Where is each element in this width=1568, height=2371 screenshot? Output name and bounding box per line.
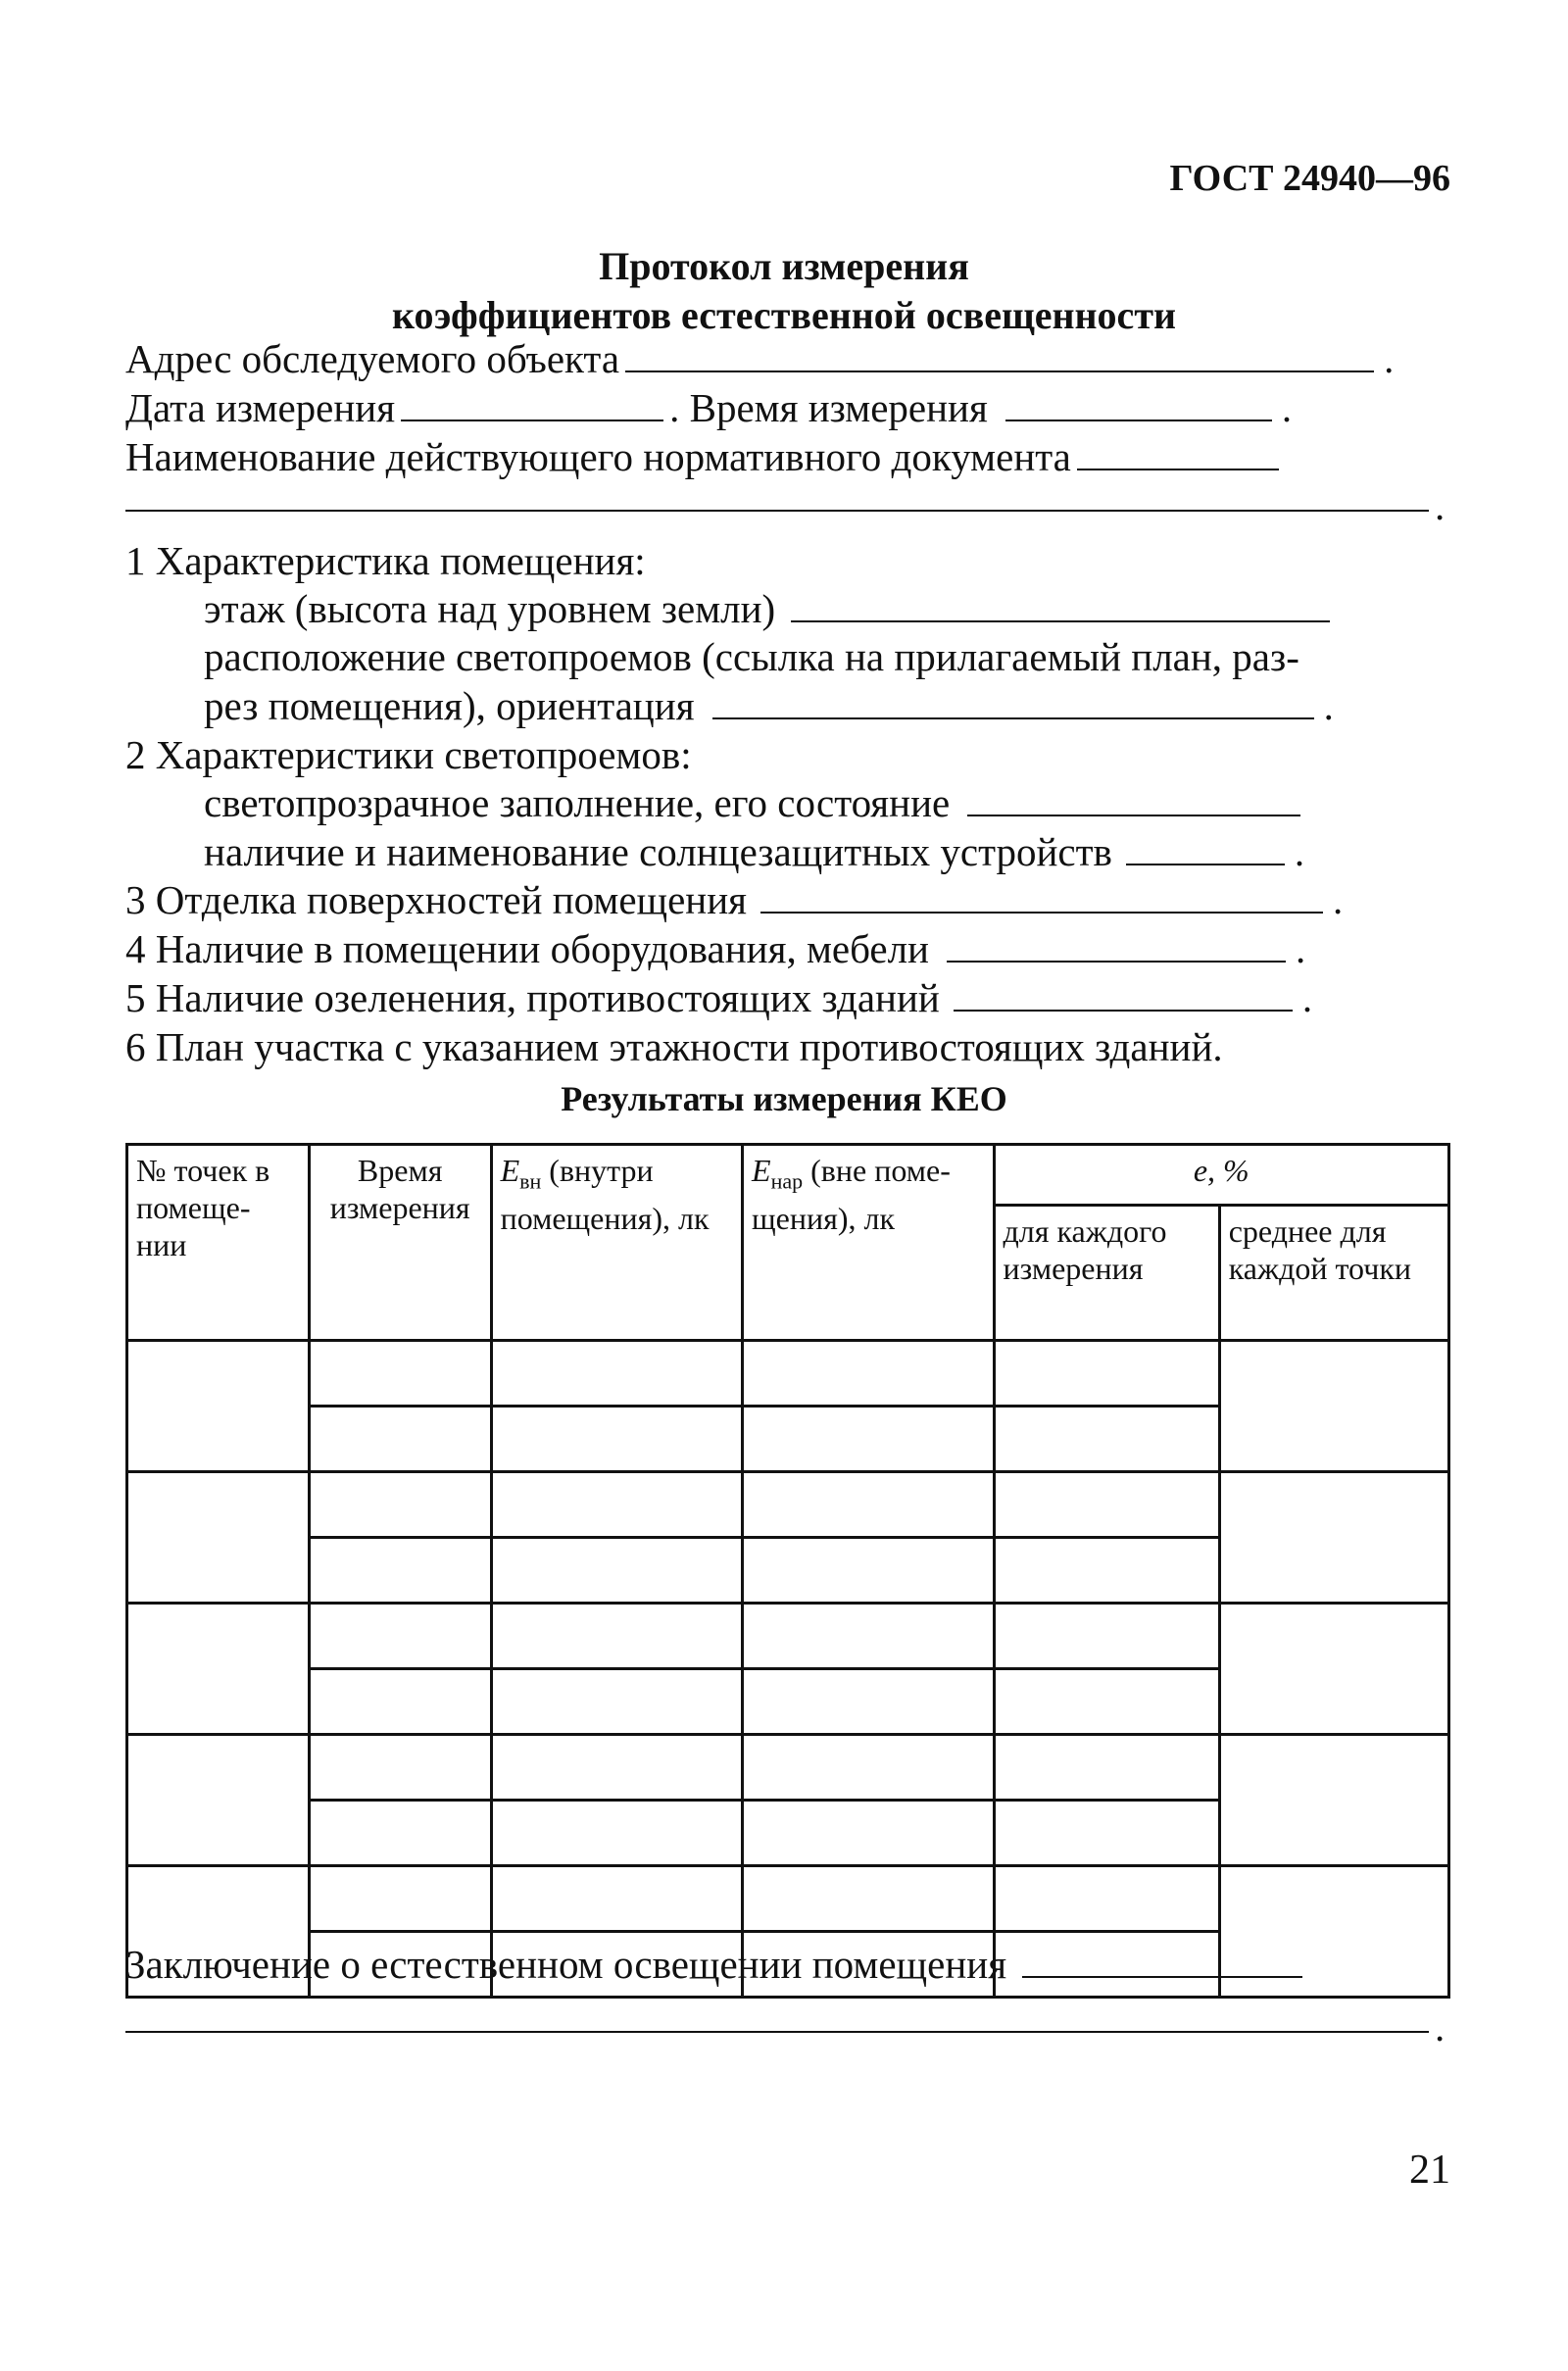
page-title-line1: Протокол измерения: [599, 244, 969, 288]
glazing-row: [204, 779, 1443, 826]
shading-row: наличие и наименование солнцезащитных устройств .: [204, 829, 1305, 874]
conclusion-field-continuation[interactable]: [125, 2031, 1429, 2033]
finish-field[interactable]: [760, 876, 1323, 914]
average-cell[interactable]: [1219, 1735, 1448, 1866]
date-field[interactable]: [401, 384, 663, 421]
conclusion-label: Заключение о естественном освещении помещения: [125, 1942, 1007, 1987]
section-4-row: 4 Наличие в помещении оборудования, мебели .: [125, 926, 1306, 971]
average-cell[interactable]: [1219, 1341, 1448, 1472]
doc-code: ГОСТ 24940—96: [1169, 158, 1450, 199]
col-header-time: Время измерения: [309, 1145, 491, 1341]
norm-doc-field-continuation[interactable]: [125, 510, 1429, 512]
time-field[interactable]: [1005, 384, 1272, 421]
equipment-field[interactable]: [947, 925, 1286, 963]
address-row: Адрес обследуемого объекта .: [125, 336, 1395, 381]
section-4-label: 4 Наличие в помещении оборудования, мебели: [125, 926, 929, 971]
page-number: 21: [1409, 2148, 1450, 2193]
average-cell[interactable]: [1219, 1604, 1448, 1735]
floor-label: этаж (высота над уровнем земли): [204, 586, 776, 631]
average-cell[interactable]: [1219, 1472, 1448, 1604]
table-row: [127, 1341, 1449, 1407]
table-row: [127, 1735, 1449, 1801]
shading-label: наличие и наименование солнцезащитных устройств: [204, 829, 1112, 874]
location-label-a: расположение светопроемов (ссылка на прилагаемый план, раз-: [204, 634, 1299, 679]
col-header-each-measurement: для каждого измерения: [994, 1206, 1219, 1341]
page-title-line2: коэффициентов естественной освещенности: [391, 293, 1177, 337]
norm-doc-row: [125, 433, 1443, 480]
floor-row: [204, 585, 1443, 632]
point-cell[interactable]: [127, 1604, 310, 1735]
time-label: . Время измерения: [669, 385, 988, 430]
keo-results-table: [125, 1143, 1450, 1999]
date-time-row: Дата измерения . Время измерения .: [125, 385, 1293, 430]
norm-doc-label: Наименование действующего нормативного документа: [125, 434, 1071, 479]
shading-field[interactable]: [1126, 828, 1285, 865]
col-header-e-outside: $E_{нар}$ (вне поме-щения), лк: [743, 1145, 994, 1341]
col-header-point: № точек в помеще-нии: [127, 1145, 310, 1341]
section-3-row: 3 Отделка поверхностей помещения .: [125, 877, 1344, 922]
col-header-e-inside: $E_{вн}$ (внутри помещения), лк: [491, 1145, 742, 1341]
orientation-field[interactable]: [712, 682, 1314, 719]
glazing-label: светопрозрачное заполнение, его состояние: [204, 780, 951, 825]
section-5-row: 5 Наличие озеленения, противостоящих зданий .: [125, 975, 1313, 1020]
point-cell[interactable]: [127, 1735, 310, 1866]
table-row: [127, 1866, 1449, 1932]
section-3-label: 3 Отделка поверхностей помещения: [125, 877, 748, 922]
conclusion-field[interactable]: [1022, 1941, 1302, 1978]
section-2-title: 2 Характеристики светопроемов:: [125, 732, 692, 777]
section-6-label: 6 План участка с указанием этажности противостоящих зданий.: [125, 1024, 1223, 1069]
date-label: Дата измерения: [125, 385, 396, 430]
address-label: Адрес обследуемого объекта: [125, 336, 620, 381]
location-row: рез помещения), ориентация .: [204, 683, 1334, 728]
location-label-b: рез помещения), ориентация: [204, 683, 695, 728]
col-header-average: среднее для каждой точки: [1219, 1206, 1448, 1341]
point-cell[interactable]: [127, 1341, 310, 1472]
table-row: [127, 1604, 1449, 1669]
col-header-e-percent: e, %: [994, 1145, 1449, 1206]
norm-doc-field[interactable]: [1077, 433, 1279, 470]
section-5-label: 5 Наличие озеленения, противостоящих зданий: [125, 975, 940, 1020]
table-row: [127, 1472, 1449, 1538]
glazing-field[interactable]: [967, 779, 1300, 816]
point-cell[interactable]: [127, 1472, 310, 1604]
table-title: Результаты измерения КЕО: [561, 1079, 1007, 1118]
address-field[interactable]: [625, 335, 1374, 372]
conclusion-row: [125, 1941, 1443, 1988]
greenery-field[interactable]: [954, 974, 1293, 1012]
floor-field[interactable]: [791, 585, 1330, 622]
section-1-title: 1 Характеристика помещения:: [125, 538, 646, 583]
